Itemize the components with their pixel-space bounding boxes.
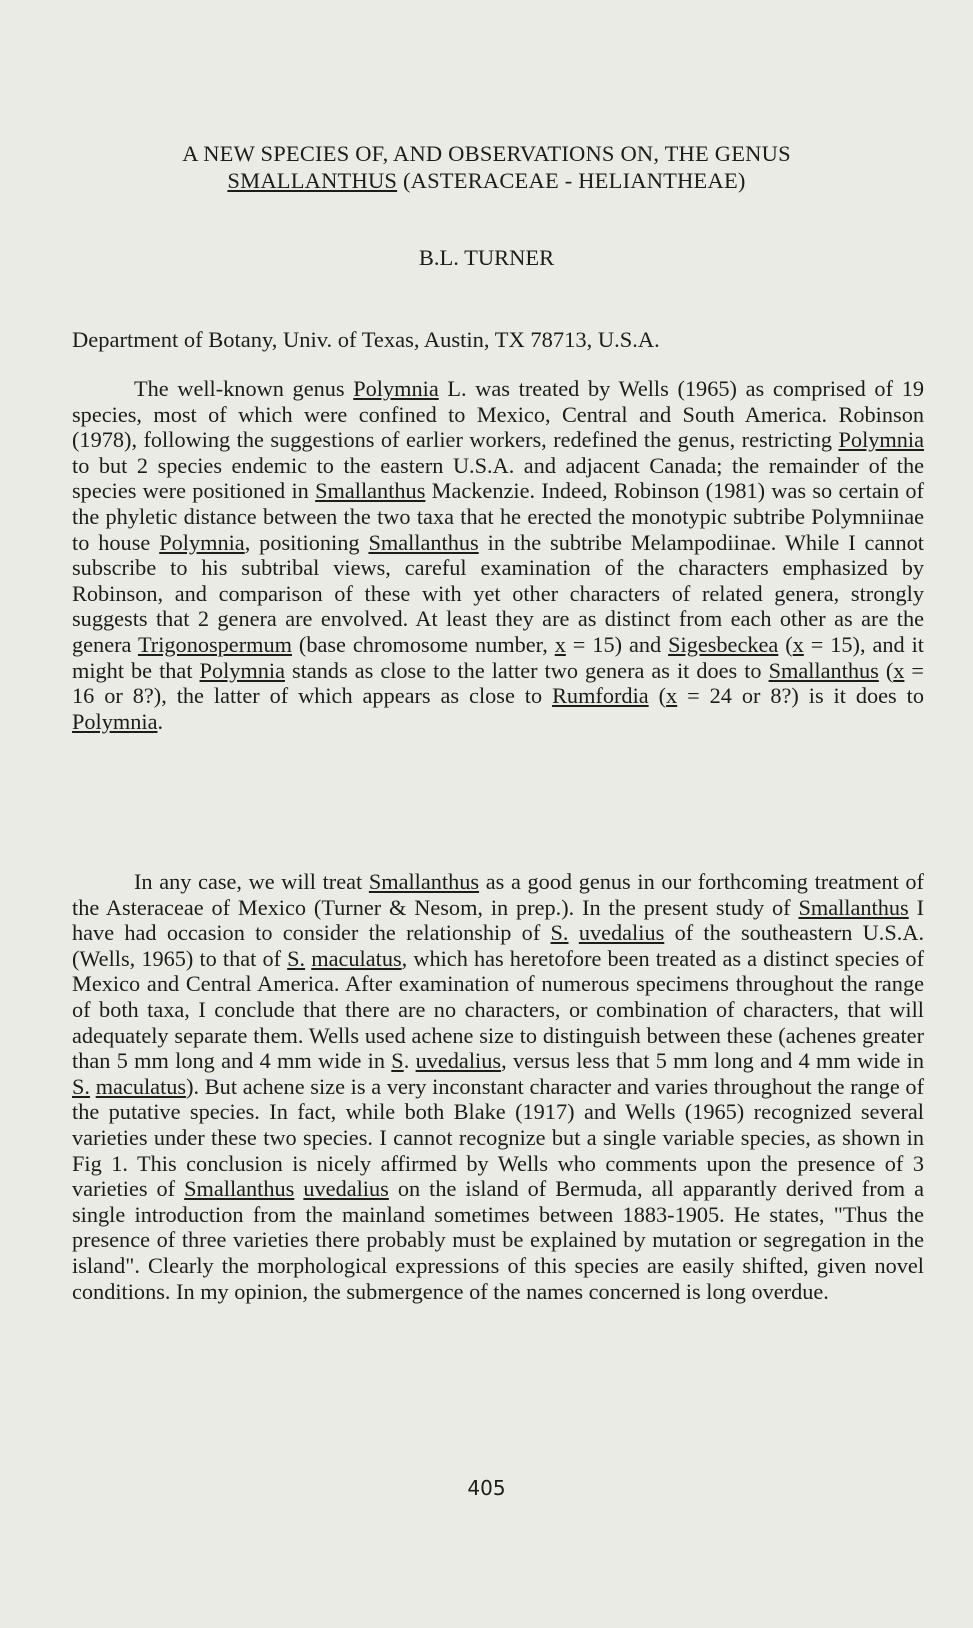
title-line-2 xyxy=(0,167,973,194)
title-family: (ASTERACEAE - HELIANTHEAE) xyxy=(397,168,746,193)
text-run: = 15) and xyxy=(565,631,669,657)
title-genus: SMALLANTHUS xyxy=(227,168,398,193)
text-run: . xyxy=(157,708,164,734)
text-run: , positioning xyxy=(244,529,369,555)
taxon-name: Polymnia xyxy=(353,376,439,401)
body-paragraph-1 xyxy=(72,376,924,734)
text-run: , which has heretofore been treated as a distinct species of Mexico and Central America. After examination of numerous specimens throughout the range of both taxa, I conclude that there are no characters, or combination of characters, that will adequately separate them. Wells used achene size to distinguish between these (achenes greater than 5 mm long and 4 mm wide in xyxy=(72,945,924,1074)
taxon-name: x xyxy=(666,683,678,709)
taxon-name: maculatus xyxy=(95,1073,187,1099)
page-number: 405 xyxy=(467,1476,506,1500)
text-run: Mackenzie. Indeed, Robinson (1981) was so certain of the phyletic distance between the two taxa that he erected the monotypic subtribe Polymniinae to house xyxy=(72,478,924,555)
text-run: as a good genus in our forthcoming treatment of the Asteraceae of Mexico (Turner & Nesom, in prep.). In the present study of xyxy=(72,869,924,920)
text-run: of the southeastern U.S.A. (Wells, 1965) to that of xyxy=(72,920,925,971)
text-run: = 16 or 8?), the latter of which appears as close to xyxy=(72,657,924,709)
taxon-name: Polymnia xyxy=(159,529,245,555)
taxon-name: S. xyxy=(72,1073,90,1099)
body-paragraph-2 xyxy=(72,869,924,1304)
text-run: In any case, we will treat xyxy=(134,869,369,894)
taxon-name: Polymnia xyxy=(199,657,285,683)
taxon-name: Smallanthus xyxy=(768,657,879,683)
taxon-name: maculatus xyxy=(311,945,402,971)
paragraph-text xyxy=(72,376,924,734)
paragraph-text xyxy=(72,869,924,1304)
taxon-name: Smallanthus xyxy=(184,1176,295,1202)
title-line-1: A NEW SPECIES OF, AND OBSERVATIONS ON, THE GENUS xyxy=(182,141,791,166)
text-run: I have had occasion to consider the relationship of xyxy=(72,894,924,946)
taxon-name: uvedalius xyxy=(415,1048,502,1074)
text-run: ( xyxy=(778,631,793,657)
taxon-name: x xyxy=(792,631,804,657)
taxon-name: Smallanthus xyxy=(368,869,480,894)
text-run: , versus less that 5 mm long and 4 mm wide in xyxy=(501,1048,924,1074)
text-run: (base chromosome number, xyxy=(291,631,555,657)
taxon-name: Trigonospermum xyxy=(137,631,292,657)
taxon-name: Smallanthus xyxy=(315,478,426,504)
text-run: = 15), and it might be that xyxy=(72,631,924,683)
text-run xyxy=(569,920,579,945)
text-run: in the subtribe Melampodiinae. While I cannot subscribe to his subtribal views, careful examination of the characters emphasized by Robinson, and comparison of these with yet other characters of related genera, strongly suggests that 2 genera are envolved. At least they are as distinct from each other as are the genera xyxy=(72,529,924,657)
text-run: ( xyxy=(648,683,667,709)
taxon-name: S. xyxy=(550,920,569,946)
author-affiliation: Department of Botany, Univ. of Texas, Austin, TX 78713, U.S.A. xyxy=(72,327,660,352)
text-run: = 24 or 8?) is it does to xyxy=(677,683,925,709)
taxon-name: x xyxy=(554,631,566,657)
text-run: ( xyxy=(878,657,894,683)
taxon-name: Smallanthus xyxy=(368,529,479,555)
text-run: L. was treated by Wells (1965) as comprised of 19 species, most of which were confined to Mexico, Central and South America. Robinson (1978), following the suggestions of earlier workers, redefined the genus, restricting xyxy=(72,376,924,453)
taxon-name: Smallanthus xyxy=(798,894,909,920)
text-run: ). But achene size is a very inconstant character and varies throughout the range of the putative species. In fact, while both Blake (1917) and Wells (1965) recognized several varieties under these two species. I cannot recognize but a single variable species, as shown in Fig 1. This conclusion is nicely affirmed by Wells who comments upon the presence of 3 varieties of xyxy=(72,1073,924,1202)
taxon-name: x xyxy=(893,657,905,683)
taxon-name: S xyxy=(391,1048,404,1074)
text-run: The well-known genus xyxy=(134,376,354,401)
author-name: B.L. TURNER xyxy=(418,245,555,270)
text-run: on the island of Bermuda, all apparantly derived from a single introduction from the mainland sometimes between 1883-1905. He states, "Thus the presence of three varieties there probably must be explained by mutation or segregation in the island". Clearly the morphological expressions of this species are easily shifted, given novel conditions. In my opinion, the submergence of the names concerned is long overdue. xyxy=(72,1176,925,1304)
taxon-name: S. xyxy=(287,945,306,971)
taxon-name: Sigesbeckea xyxy=(668,631,779,657)
taxon-name: Polymnia xyxy=(72,708,158,734)
taxon-name: uvedalius xyxy=(303,1176,389,1202)
taxon-name: uvedalius xyxy=(578,920,665,946)
taxon-name: Rumfordia xyxy=(552,683,649,709)
article-title xyxy=(0,140,973,194)
taxon-name: Polymnia xyxy=(838,427,924,453)
text-run: stands as close to the latter two genera as it does to xyxy=(285,657,769,683)
text-run: . xyxy=(403,1048,416,1074)
text-run: to but 2 species endemic to the eastern U.S.A. and adjacent Canada; the remainder of the species were positioned in xyxy=(72,452,924,504)
